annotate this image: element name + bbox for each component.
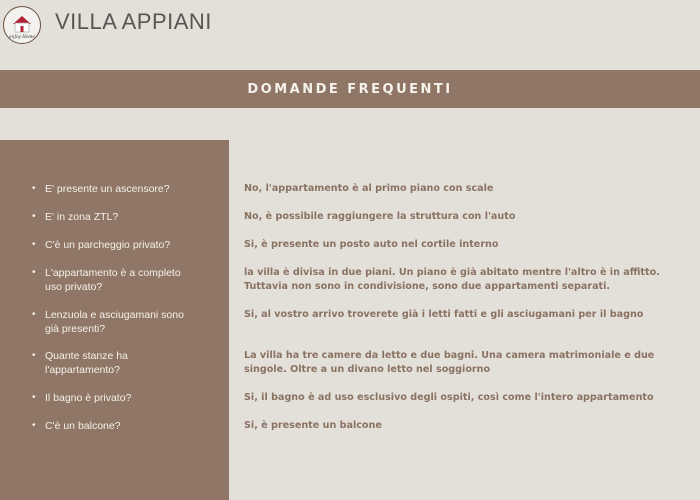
bullet-icon: • <box>32 350 36 361</box>
faq-question <box>32 182 197 196</box>
faq-question-text: Lenzuola e asciugamani sono già presenti? <box>45 309 184 335</box>
bullet-icon: • <box>32 267 36 278</box>
faq-answer: No, l'appartamento è al primo piano con scale <box>244 183 494 194</box>
faq-answer: Si, il bagno è ad uso esclusivo degli ospiti, così come l'intero appartamento <box>244 392 654 403</box>
faq-answer: No, è possibile raggiungere la struttura con l'auto <box>244 211 516 222</box>
faq-question-text: C'è un balcone? <box>45 420 121 432</box>
faq-question-text: L'appartamento è a completo uso privato? <box>45 267 181 293</box>
faq-question <box>32 419 197 433</box>
faq-question-text: C'è un parcheggio privato? <box>45 239 171 251</box>
faq-question-text: E' presente un ascensore? <box>45 183 170 195</box>
logo[interactable] <box>3 6 41 44</box>
faq-banner <box>0 70 700 108</box>
faq-question-text: E' in zona ZTL? <box>45 211 119 223</box>
faq-banner-title: DOMANDE FREQUENTI <box>247 81 453 97</box>
faq-question <box>32 349 197 377</box>
bullet-icon: • <box>32 211 36 222</box>
bullet-icon: • <box>32 309 36 320</box>
faq-question <box>32 266 197 294</box>
faq-question <box>32 308 197 336</box>
faq-answer: Si, al vostro arrivo troverete già i letti fatti e gli asciugamani per il bagno <box>244 309 644 320</box>
logo-text: enJoy Home <box>9 34 35 39</box>
site-title: VILLA APPIANI <box>55 9 212 34</box>
faq-question-text: Quante stanze ha l'appartamento? <box>45 350 128 376</box>
faq-answer: Si, è presente un balcone <box>244 420 382 431</box>
faq-answer: Si, è presente un posto auto nel cortile interno <box>244 239 499 250</box>
faq-answer: la villa è divisa in due piani. Un piano è già abitato mentre l'altro è in affitto. Tuttavia non sono in condivisione, sono due appartamenti separati. <box>244 267 660 292</box>
bullet-icon: • <box>32 420 36 431</box>
bullet-icon: • <box>32 239 36 250</box>
faq-question <box>32 210 197 224</box>
house-icon <box>4 7 40 43</box>
bullet-icon: • <box>32 392 36 403</box>
faq-question <box>32 391 197 405</box>
faq-answer: La villa ha tre camere da letto e due bagni. Una camera matrimoniale e due singole. Oltre a un divano letto nel soggiorno <box>244 350 655 375</box>
bullet-icon: • <box>32 183 36 194</box>
faq-question-text: Il bagno è privato? <box>45 392 132 404</box>
faq-question <box>32 238 197 252</box>
header <box>0 0 700 52</box>
